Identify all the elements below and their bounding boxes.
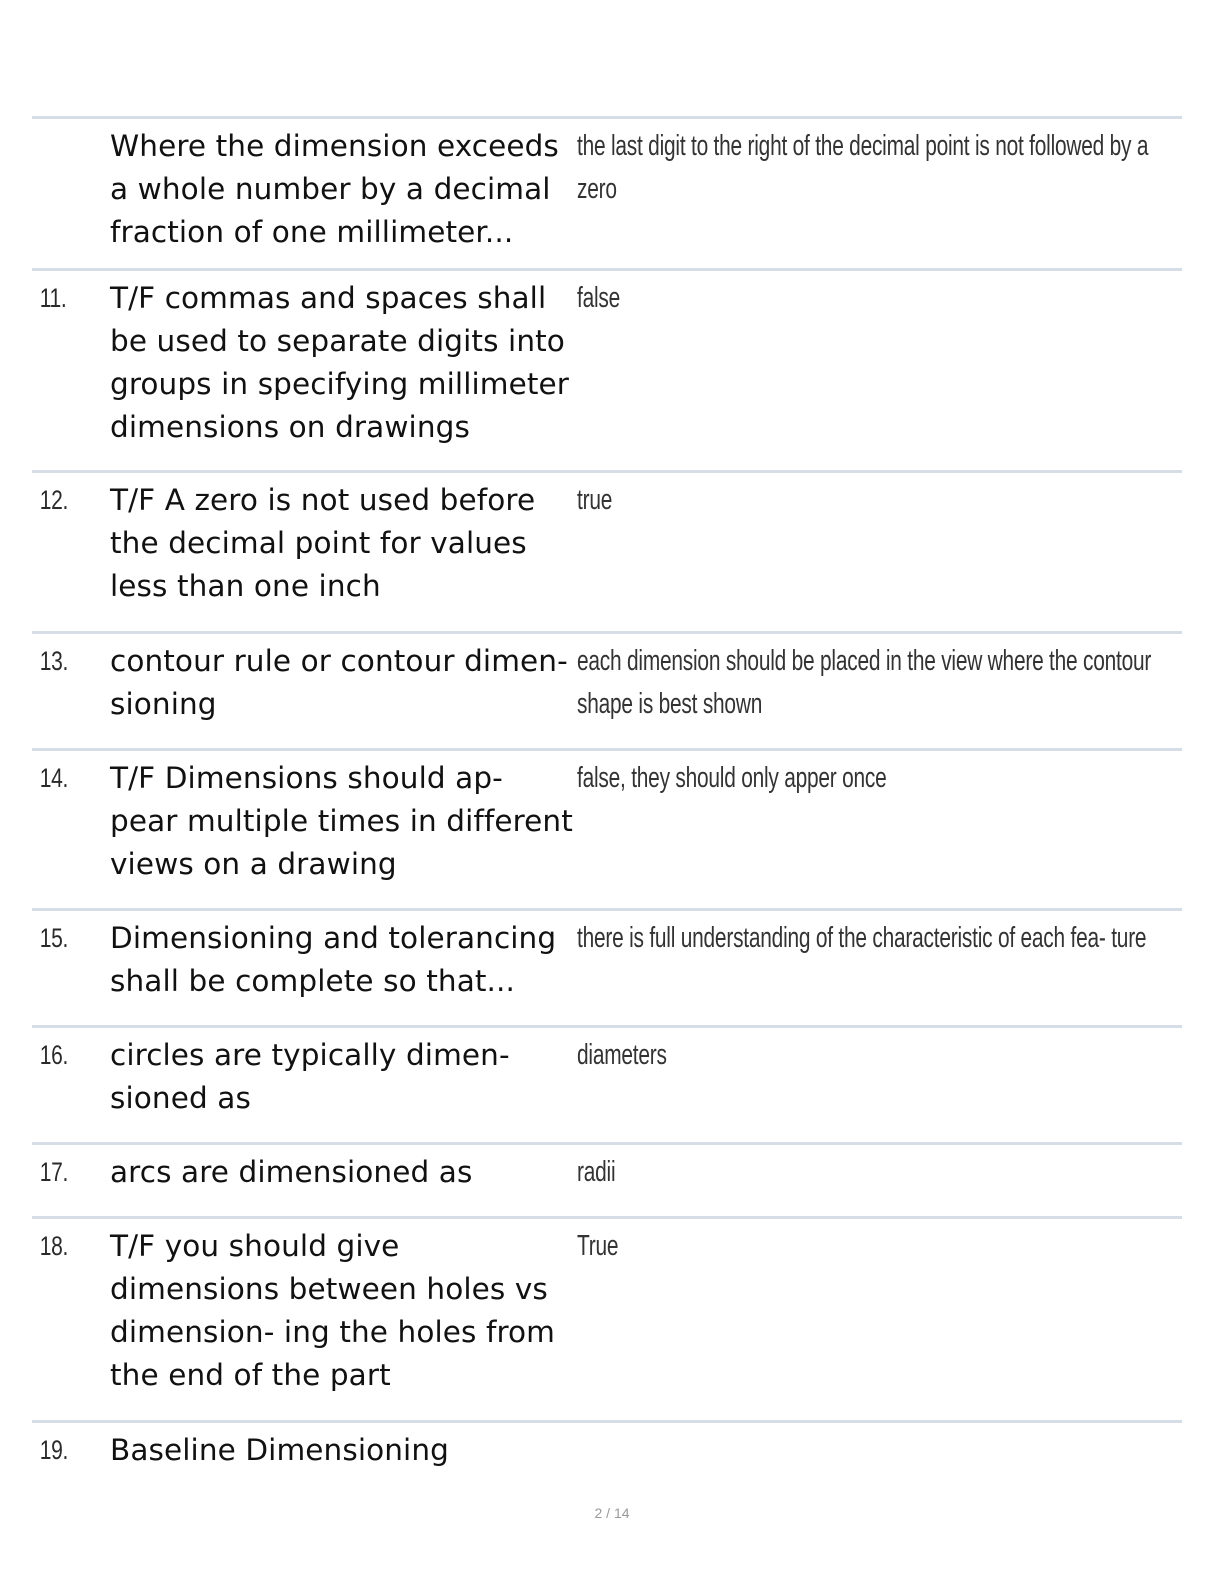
card-definition [577,917,1224,960]
card-row [32,271,1182,473]
card-number: 18. [39,1231,68,1261]
card-definition-text: each dimension should be placed in the view where the contour shape is best shown [577,645,1152,720]
card-row [32,473,1182,634]
card-term: Baseline Dimensioning [110,1433,449,1467]
card-definition [577,1429,1224,1472]
card-definition-text: true [577,484,613,516]
card-term: Where the dimension exceeds a whole number by a decimal fraction of one millimeter... [110,129,559,249]
card-definition [577,479,1224,522]
card-term: Dimensioning and tolerancing shall be complete so that... [110,921,557,998]
card-number: 12. [39,485,68,515]
card-definition [577,757,1224,800]
card-definition [577,1151,1224,1194]
card-row [32,1219,1182,1423]
card-term: circles are typically dimen- sioned as [110,1038,510,1115]
card-definition [577,125,1224,211]
card-number: 16. [39,1040,68,1070]
card-definition [577,1225,1224,1268]
card-row [32,634,1182,751]
card-number: 17. [39,1157,68,1187]
card-definition [577,277,1224,320]
card-definition-text: the last digit to the right of the decimal point is not followed by a zero [577,130,1149,205]
card-number: 14. [39,763,68,793]
card-term: arcs are dimensioned as [110,1155,473,1189]
card-term: contour rule or contour dimen- sioning [110,644,568,721]
card-definition [577,640,1224,726]
card-row [32,1028,1182,1145]
card-row [32,911,1182,1028]
card-number: 15. [39,923,68,953]
card-term: T/F A zero is not used before the decimal point for values less than one inch [110,483,536,603]
card-definition-text: false [577,282,621,314]
page-number: 2 / 14 [594,1505,630,1521]
card-number: 13. [39,646,68,676]
card-definition [577,1034,1224,1077]
card-number: 19. [39,1435,68,1465]
card-definition-text: True [577,1230,619,1262]
card-definition-text: false, they should only apper once [577,762,887,794]
card-term: T/F you should give dimensions between holes vs dimension- ing the holes from the end of the part [110,1229,556,1392]
card-row [32,1145,1182,1219]
card-row [32,119,1182,271]
card-term: T/F Dimensions should ap- pear multiple times in different views on a drawing [110,761,573,881]
flashcard-list [32,116,1182,1483]
card-term: T/F commas and spaces shall be used to separate digits into groups in specifying millimeter dimensions on drawings [110,281,570,444]
card-row [32,751,1182,911]
card-definition-text: there is full understanding of the characteristic of each fea- ture [577,922,1147,954]
card-number: 11. [39,283,67,313]
card-definition-text: radii [577,1156,616,1188]
card-row [32,1423,1182,1483]
card-definition-text: diameters [577,1039,667,1071]
